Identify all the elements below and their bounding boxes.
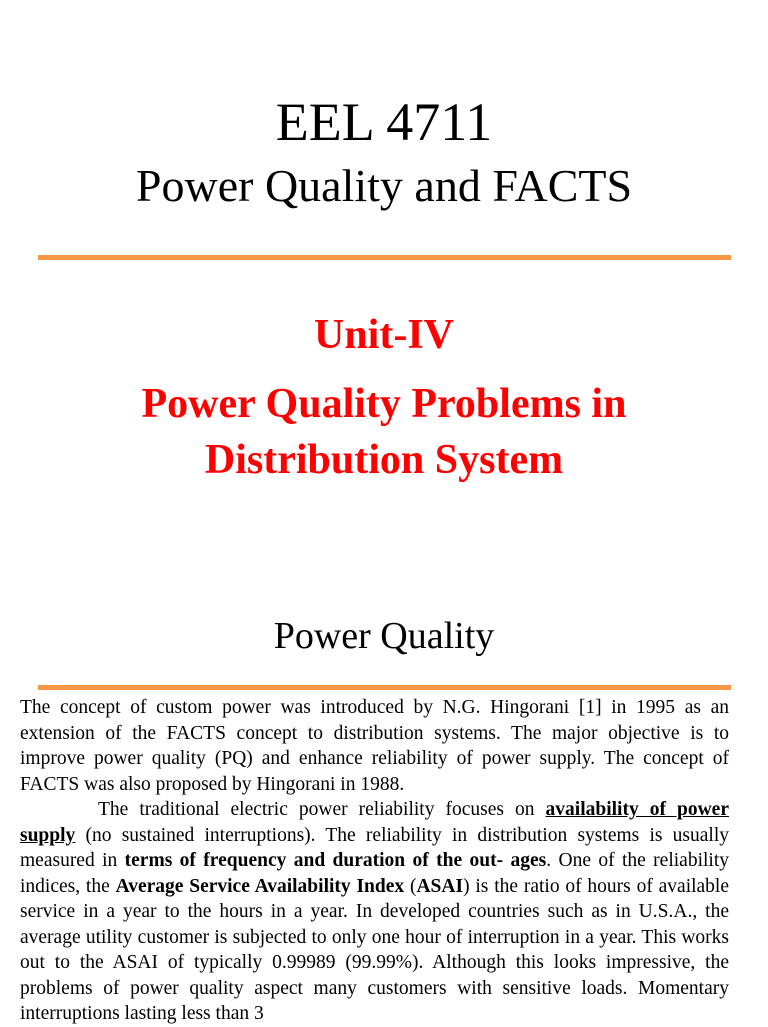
course-title: Power Quality and FACTS xyxy=(135,160,633,211)
p2-after-availability: (no sustained interruptions). The reliability in distribution systems is usually measured in xyxy=(20,824,729,871)
section-heading: Power Quality xyxy=(273,615,495,657)
frequency-duration-terms: terms of frequency and duration of the out- ages xyxy=(124,850,547,871)
unit-title-line-1: Power Quality Problems in xyxy=(141,381,627,427)
unit-title xyxy=(0,376,768,488)
paragraph-2 xyxy=(20,797,729,1027)
orange-divider-bottom xyxy=(38,685,731,690)
p2-after-terms: . One of the reliability indices, the xyxy=(20,850,729,897)
unit-label: Unit-IV xyxy=(313,312,454,358)
course-code: EEL 4711 xyxy=(275,92,493,152)
paragraph-1: The concept of custom power was introduced by N.G. Hingorani [1] in 1995 as an extension of the FACTS concept to distribution systems. The major objective is to improve power quality (PQ) and enhance reliability of power supply. The concept of FACTS was also proposed by Hingorani in 1988. xyxy=(20,697,729,795)
p2-intro: The traditional electric power reliability focuses on xyxy=(98,799,546,820)
p2-rest: is the ratio of hours of available service in a year to the hours in a year. In developed countries such as in U.S.A., the average utility customer is subjected to only one hour of interruption in a year. This works out to the ASAI of typically 0.99989 (99.99%). Although this looks impressive, the problems of power quality aspect many customers with sensitive loads. Momentary interruptions lasting less than 3 xyxy=(20,875,730,1024)
asai-full-name: Average Service Availability Index xyxy=(115,875,405,897)
p2-paren-open: ( xyxy=(404,875,417,897)
unit-title-line-2: Distribution System xyxy=(204,437,564,483)
p2-paren-close: ) xyxy=(463,875,470,897)
body-text xyxy=(20,695,729,1027)
asai-abbreviation: ASAI xyxy=(416,875,464,897)
availability-of-power-supply: availability of power supply xyxy=(20,799,729,846)
orange-divider-top xyxy=(38,255,731,260)
